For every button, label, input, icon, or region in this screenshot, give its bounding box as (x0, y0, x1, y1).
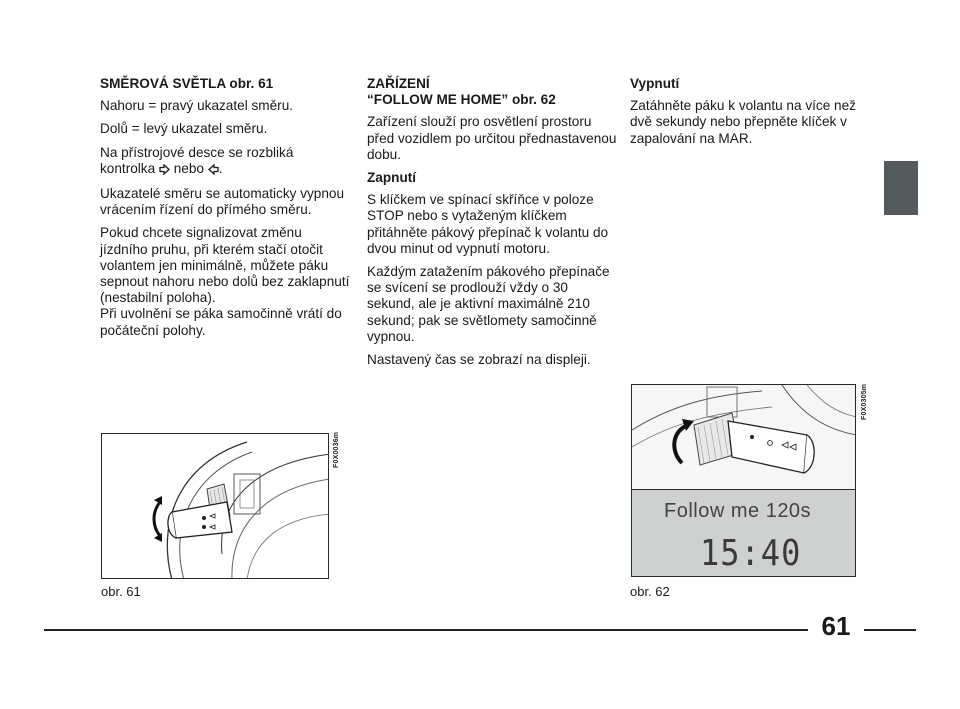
paragraph: Zatáhněte páku k volantu na více než dvě sekundy nebo přepněte klíček v zapalování na MAR. (630, 98, 856, 146)
text-fragment: nebo (173, 160, 204, 176)
figure-code: F0X0305m (861, 383, 868, 420)
paragraph (100, 145, 350, 179)
right-arrow-icon (159, 163, 170, 179)
lever-illustration (102, 434, 329, 579)
figure-follow-me-display (631, 384, 856, 577)
figure-turn-signal-lever (101, 433, 329, 579)
section-heading: SMĚROVÁ SVĚTLA obr. 61 (100, 76, 274, 91)
footer-rule (44, 629, 808, 631)
subheading: Zapnutí (367, 170, 417, 186)
figure-caption: obr. 61 (101, 584, 141, 599)
subheading: Vypnutí (630, 76, 680, 91)
paragraph: Dolů = levý ukazatel směru. (100, 121, 268, 137)
left-arrow-icon (208, 163, 219, 179)
paragraph: Ukazatelé směru se automaticky vypnou vrácením řízení do přímého směru. (100, 186, 345, 218)
column-follow-me-home (367, 76, 619, 375)
text-fragment: . (218, 160, 223, 176)
display-message: Follow me 120s (664, 500, 812, 522)
column-switch-off (630, 76, 856, 154)
lcd-display (632, 489, 856, 577)
footer-rule (864, 629, 916, 631)
paragraph: Zařízení slouží pro osvětlení prostoru před vozidlem po určitou přednastavenou dobu. (367, 114, 617, 162)
chapter-tab (884, 161, 918, 215)
figure-caption: obr. 62 (630, 584, 670, 599)
text-fragment: Na přístrojové desce se rozbliká kontrolka (100, 144, 294, 176)
paragraph: S klíčkem ve spínací skříňce v poloze STOP nebo s vytaženým klíčkem přitáhněte pákový přepínač k volantu do dvou minut od vypnutí motoru. (367, 192, 609, 256)
section-heading: “FOLLOW ME HOME” obr. 62 (367, 92, 556, 108)
page-number: 61 (821, 611, 851, 641)
display-clock: 15:40 (700, 532, 802, 574)
column-turn-signals (100, 76, 350, 346)
figure-code: F0X0036m (333, 431, 340, 468)
paragraph: Nastavený čas se zobrazí na displeji. (367, 352, 591, 368)
paragraph: Při uvolnění se páka samočinně vrátí do počáteční polohy. (100, 306, 342, 338)
section-heading: ZAŘÍZENÍ (367, 76, 430, 91)
paragraph: Nahoru = pravý ukazatel směru. (100, 98, 294, 114)
lever-illustration (632, 385, 856, 489)
paragraph: Pokud chcete signalizovat změnu jízdního pruhu, při kterém stačí otočit volantem jen minimálně, můžete páku sepnout nahoru nebo dolů bez zaklapnutí (nestabilní poloha). (100, 225, 350, 306)
paragraph: Každým zatažením pákového přepínače se svícení se prodlouží vždy o 30 sekund, ale je aktivní maximálně 210 sekund; pak se světlomety samočinně vypnou. (367, 264, 610, 344)
